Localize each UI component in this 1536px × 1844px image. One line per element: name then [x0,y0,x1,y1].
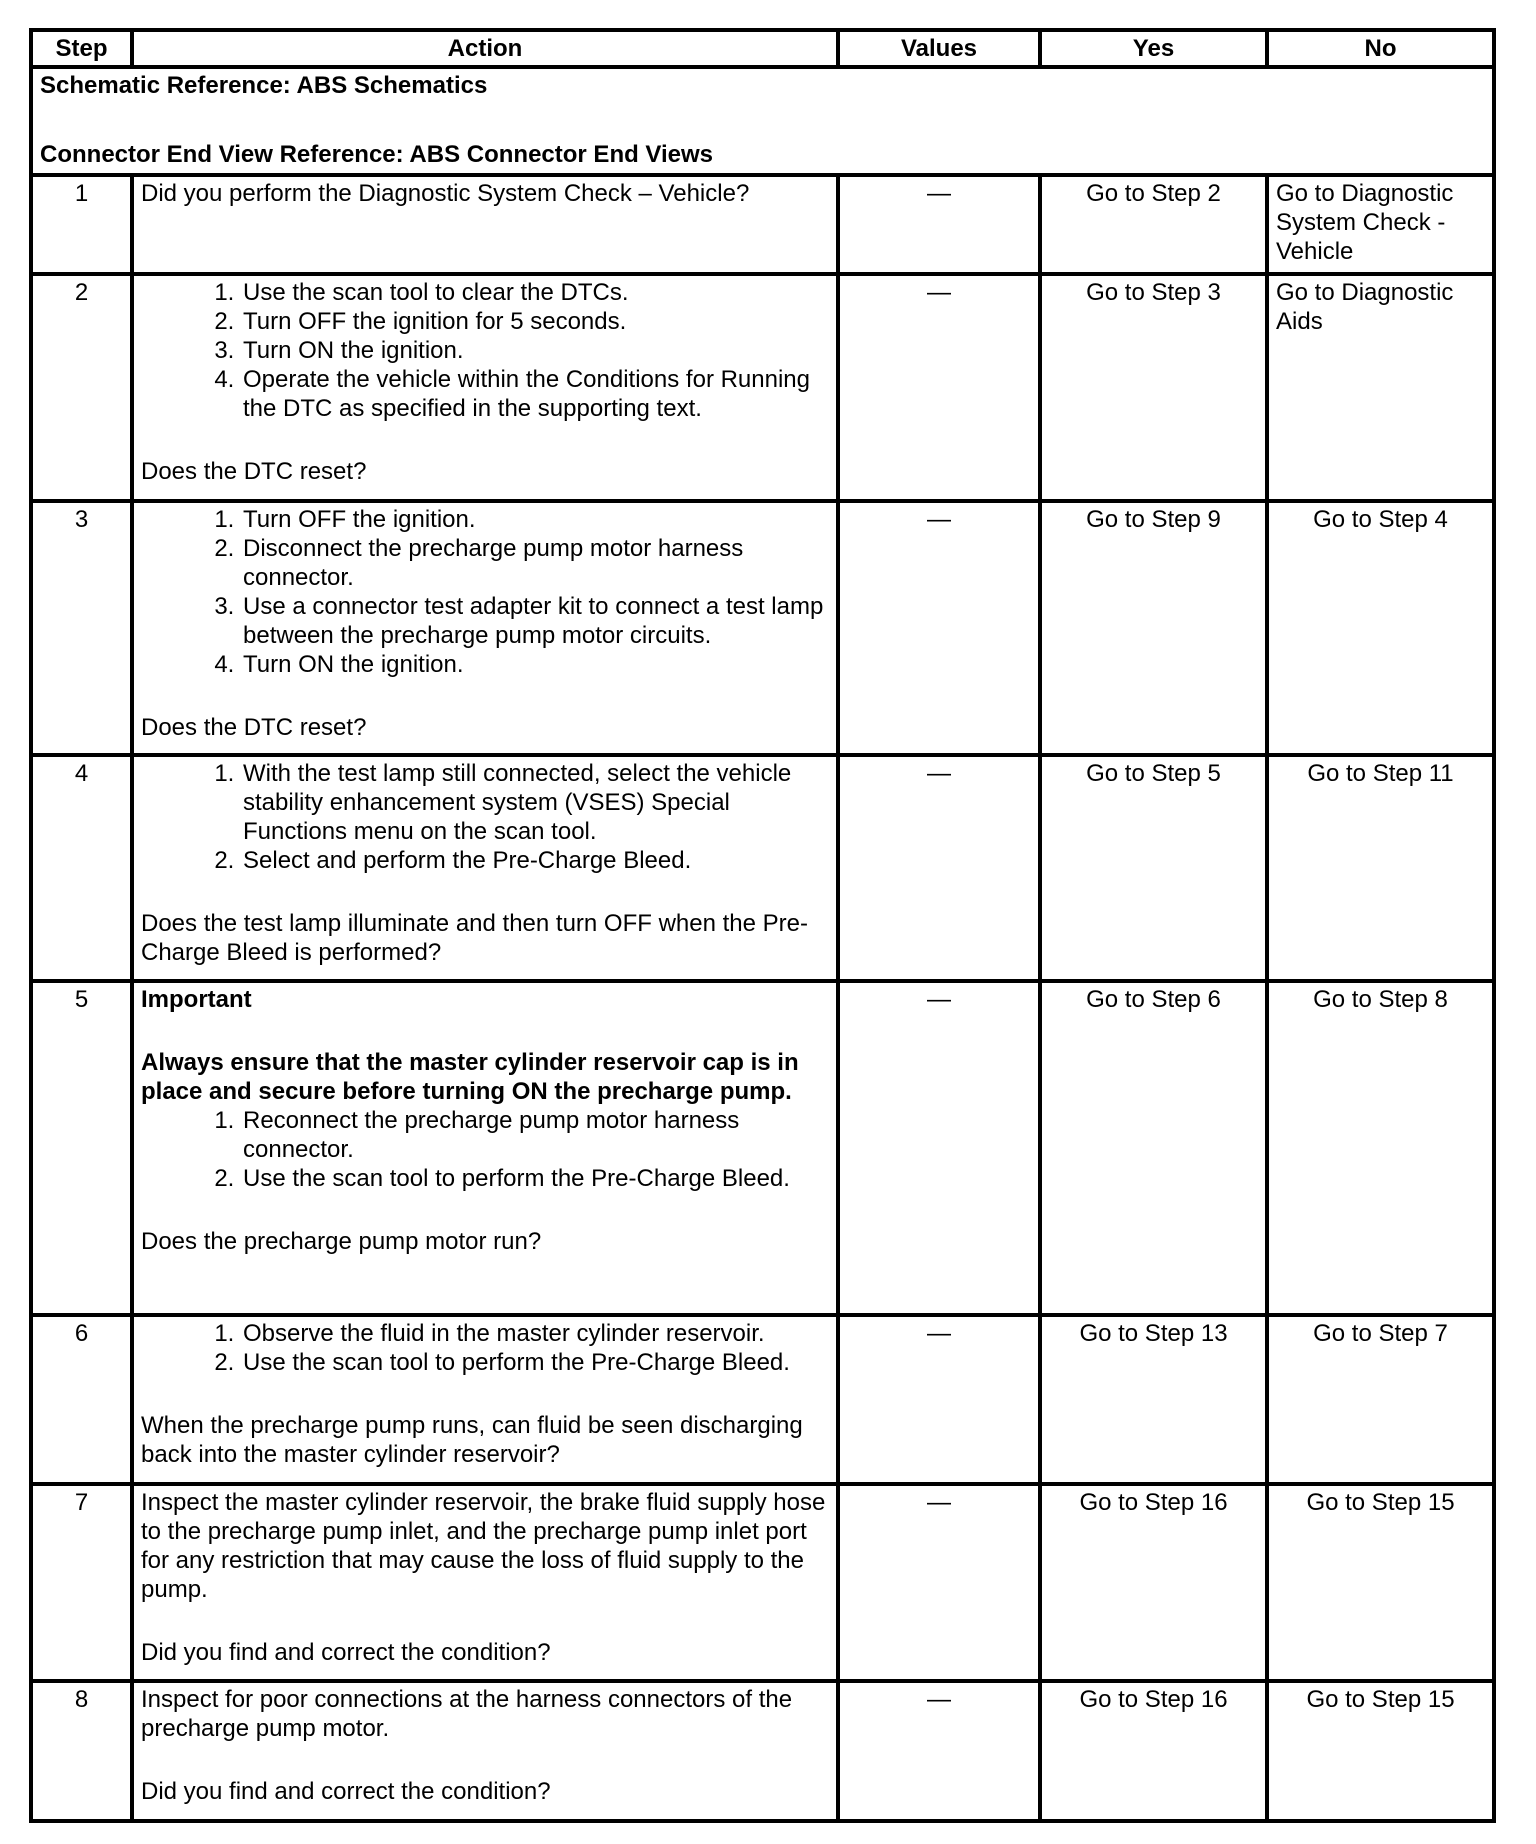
question-text: Does the DTC reset? [141,714,367,741]
action-list [141,759,829,875]
header-no: No [1267,30,1494,67]
action-list [141,1106,829,1193]
yes-cell: Go to Step 16 [1040,1681,1267,1821]
step-number: 1 [31,175,132,274]
list-item: 2. Select and perform the Pre-Charge Bleed. [241,846,829,875]
action-text: Inspect the master cylinder reservoir, the brake fluid supply hose to the precharge pump inlet, and the precharge pump inlet port for any restriction that may cause the loss of fluid supply to the pump. [141,1489,826,1603]
list-item: 2. Turn OFF the ignition for 5 seconds. [241,307,829,336]
action-cell [132,274,838,501]
no-cell: Go to Diagnostic Aids [1267,274,1494,501]
value-cell: — [838,1315,1040,1484]
yes-cell: Go to Step 16 [1040,1484,1267,1681]
list-item: 2. Use the scan tool to perform the Pre-Charge Bleed. [241,1348,829,1377]
list-item: 1. With the test lamp still connected, select the vehicle stability enhancement system (VSES) Special Functions menu on the scan tool. [241,759,829,846]
value-cell: — [838,1681,1040,1821]
value-cell: — [838,501,1040,755]
important-title: Important [141,986,252,1013]
yes-cell: Go to Step 6 [1040,981,1267,1315]
value-cell: — [838,175,1040,274]
table-row [31,1681,1494,1821]
yes-cell: Go to Step 3 [1040,274,1267,501]
action-cell [132,981,838,1315]
list-item: 1. Observe the fluid in the master cylinder reservoir. [241,1319,829,1348]
list-item: 1. Use the scan tool to clear the DTCs. [241,278,829,307]
list-item: 3. Turn ON the ignition. [241,336,829,365]
no-cell: Go to Step 8 [1267,981,1494,1315]
step-number: 7 [31,1484,132,1681]
list-item: 3. Use a connector test adapter kit to connect a test lamp between the precharge pump motor circuits. [241,592,829,650]
header-action: Action [132,30,838,67]
list-item: 4. Operate the vehicle within the Conditions for Running the DTC as specified in the supporting text. [241,365,829,423]
yes-cell: Go to Step 2 [1040,175,1267,274]
action-text: Inspect for poor connections at the harness connectors of the precharge pump motor. [141,1686,793,1742]
action-cell [132,501,838,755]
reference-cell [31,67,1494,175]
table-row [31,501,1494,755]
list-item: 4. Turn ON the ignition. [241,650,829,679]
no-cell: Go to Step 4 [1267,501,1494,755]
table-row [31,1484,1494,1681]
header-values: Values [838,30,1040,67]
question-text: Did you find and correct the condition? [141,1778,551,1805]
question-text: Does the test lamp illuminate and then turn OFF when the Pre-Charge Bleed is performed? [141,910,808,966]
step-number: 3 [31,501,132,755]
table-row [31,1315,1494,1484]
question-text: Does the DTC reset? [141,458,367,485]
step-number: 8 [31,1681,132,1821]
value-cell: — [838,274,1040,501]
value-cell: — [838,1484,1040,1681]
question-text: Does the precharge pump motor run? [141,1228,542,1255]
list-item: 1. Reconnect the precharge pump motor harness connector. [241,1106,829,1164]
table-row [31,981,1494,1315]
diagnostic-table [29,28,1496,1823]
header-step: Step [31,30,132,67]
action-cell: Did you perform the Diagnostic System Check – Vehicle? [132,175,838,274]
action-cell [132,1315,838,1484]
no-cell: Go to Step 15 [1267,1484,1494,1681]
step-number: 4 [31,755,132,981]
no-cell: Go to Diagnostic System Check - Vehicle [1267,175,1494,274]
step-number: 6 [31,1315,132,1484]
value-cell: — [838,981,1040,1315]
header-row [31,30,1494,67]
table-row [31,274,1494,501]
value-cell: — [838,755,1040,981]
yes-cell: Go to Step 9 [1040,501,1267,755]
list-item: 2. Use the scan tool to perform the Pre-Charge Bleed. [241,1164,829,1193]
question-text: Did you find and correct the condition? [141,1639,551,1666]
action-cell [132,1484,838,1681]
schematic-reference: Schematic Reference: ABS Schematics [40,72,488,99]
table-row [31,755,1494,981]
action-list [141,505,829,679]
action-cell [132,1681,838,1821]
action-list [141,278,829,423]
yes-cell: Go to Step 5 [1040,755,1267,981]
no-cell: Go to Step 11 [1267,755,1494,981]
header-yes: Yes [1040,30,1267,67]
important-text: Always ensure that the master cylinder reservoir cap is in place and secure before turning ON the precharge pump. [141,1049,799,1105]
no-cell: Go to Step 7 [1267,1315,1494,1484]
reference-row [31,67,1494,175]
list-item: 2. Disconnect the precharge pump motor harness connector. [241,534,829,592]
action-cell [132,755,838,981]
yes-cell: Go to Step 13 [1040,1315,1267,1484]
table-row [31,175,1494,274]
connector-reference: Connector End View Reference: ABS Connector End Views [40,141,714,168]
step-number: 2 [31,274,132,501]
step-number: 5 [31,981,132,1315]
question-text: When the precharge pump runs, can fluid be seen discharging back into the master cylinder reservoir? [141,1412,803,1468]
action-list [141,1319,829,1377]
no-cell: Go to Step 15 [1267,1681,1494,1821]
list-item: 1. Turn OFF the ignition. [241,505,829,534]
